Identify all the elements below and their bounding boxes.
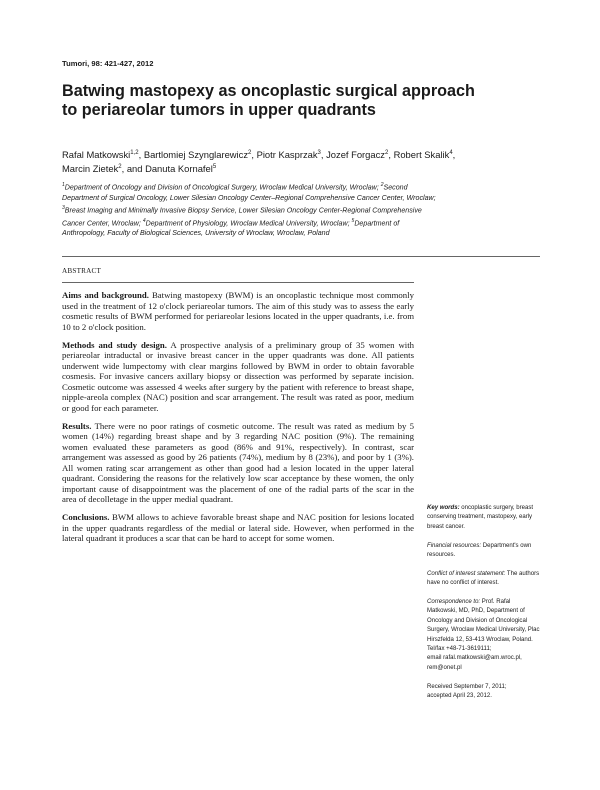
conflict-of-interest bbox=[427, 570, 541, 589]
affiliation-text: Second Department of Surgical Oncology, Lower Silesian Oncology Center–Regional Comprehensive Cancer Center, Wroclaw; bbox=[62, 183, 436, 202]
financial-resources bbox=[427, 542, 541, 561]
author-separator: , and bbox=[121, 163, 146, 175]
financial-label: Financial resources: bbox=[427, 542, 482, 549]
affiliation-mark: 5 bbox=[351, 217, 355, 224]
abstract-conclusions bbox=[62, 512, 414, 544]
author-list bbox=[62, 147, 462, 176]
section-heading: Aims and background. bbox=[62, 290, 149, 300]
author-name: Danuta Kornafel bbox=[145, 163, 213, 175]
author-affiliation-mark: 4 bbox=[449, 150, 453, 156]
abstract-methods bbox=[62, 340, 414, 414]
dates bbox=[427, 683, 541, 702]
divider bbox=[62, 256, 540, 257]
affiliation-text: Department of Physiology, Wroclaw Medical University, Wroclaw; bbox=[145, 218, 352, 227]
section-text: A prospective analysis of a preliminary group of 35 women with periareolar intraductal or invasive breast cancer in the upper quadrants was done. All patients underwent wide lumpectomy with clear margins followed by BWM in order to obtain favorable cosmesis. For invasive cancers axillary biopsy or dissection was performed by separate incision. Cosmetic outcome was assessed 4 weeks after surgery by the patient with reference to breast shape, nipple-areola complex (NAC) position and scar arrangement. The result was rated as poor, medium or good for each parameter. bbox=[62, 339, 415, 413]
author-affiliation-mark: 1,2 bbox=[130, 150, 139, 156]
author-separator: , bbox=[251, 149, 257, 161]
telfax: Tel/fax +48-71-3619111; bbox=[427, 646, 492, 653]
keywords-text: oncoplastic surgery, breast conserving treatment, mastopexy, early breast cancer. bbox=[427, 505, 534, 530]
abstract-body bbox=[62, 290, 414, 551]
keywords bbox=[427, 504, 541, 532]
affiliation-text: Department of Anthropology, Faculty of Biological Sciences, University of Wroclaw, Wroclaw, Poland bbox=[62, 218, 400, 238]
section-text: Batwing mastopexy (BWM) is an oncoplastic technique most commonly used in the treatment of 12 o'clock periareolar tumors. The aim of this study was to assess the early cosmetic results of BWM performed for periareolar lesions located in the upper quadrants, i.e. from 10 to 2 o'clock position. bbox=[62, 290, 414, 332]
author-separator: , bbox=[320, 149, 327, 161]
abstract-results bbox=[62, 421, 414, 505]
correspondence-label: Correspondence to: bbox=[427, 599, 481, 606]
section-heading: Conclusions. bbox=[62, 512, 110, 522]
journal-citation: Tumori, 98: 421-427, 2012 bbox=[62, 59, 154, 68]
author-name: Bartlomiej Szynglarewicz bbox=[143, 149, 249, 161]
conflict-label: Conflict of interest statement: bbox=[427, 570, 506, 577]
author-affiliation-mark: 3 bbox=[317, 150, 321, 156]
article-title: Batwing mastopexy as oncoplastic surgical approach to periareolar tumors in upper quadrants bbox=[62, 82, 475, 119]
section-text: There were no poor ratings of cosmetic outcome. The result was rated as medium by 5 women (14%) regarding breast shape and by 3 regarding NAC position (9%). The remaining women evaluated these parameters as good (86% and 91%, respectively). In contrast, scar arrangement was assessed as good by 26 patients (74%), medium by 8 (23%), and poor by 1 (3%). All women rating scar arrangement as other than good had a lesion located in the upper lateral quadrant. Considering the reasons for the relatively low scar acceptance by these women, the only important cause of disappointment was the placement of one of the radial parts of the scar in the area of decolletage in the upper medial quadrant. bbox=[62, 420, 414, 504]
received-date: Received September 7, 2011; bbox=[427, 683, 507, 690]
conflict-text: The authors have no conflict of interest. bbox=[427, 570, 540, 587]
author-affiliation-mark: 2 bbox=[248, 150, 252, 156]
author-name: Marcin Zietek bbox=[62, 163, 119, 175]
affiliation-mark: 2 bbox=[380, 182, 384, 188]
accepted-date: accepted April 23, 2012. bbox=[427, 693, 492, 700]
abstract-aims bbox=[62, 290, 414, 332]
affiliation-text: Department of Oncology and Division of Oncological Surgery, Wroclaw Medical University, Wroclaw; bbox=[64, 183, 381, 192]
author-name: Piotr Kasprzak bbox=[256, 149, 318, 161]
affiliation-mark: 4 bbox=[142, 217, 146, 224]
correspondence-text: Prof. Rafal Matkowski, MD, PhD, Department of Oncology and Division of Oncological Surgery, Wroclaw Medical University, Plac Hirszfelda 12, 53-413 Wroclaw, Poland. bbox=[427, 599, 540, 643]
keywords-label: Key words: bbox=[427, 505, 460, 511]
affiliation-mark: 1 bbox=[62, 182, 65, 188]
section-text: BWM allows to achieve favorable breast shape and NAC position for lesions located in the upper quadrants regardless of the medial or lateral side. However, when performed in the lateral quadrant it produces a scar that can be hard to accept for some women. bbox=[62, 512, 414, 543]
author-affiliation-mark: 5 bbox=[212, 164, 217, 171]
abstract-label: ABSTRACT bbox=[62, 267, 102, 275]
financial-text: Department's own resources. bbox=[427, 542, 532, 559]
author-separator: , bbox=[452, 149, 456, 161]
affiliations bbox=[62, 180, 442, 239]
correspondence bbox=[427, 598, 541, 673]
author-affiliation-mark: 2 bbox=[385, 150, 389, 156]
article-sidebar bbox=[427, 504, 541, 711]
email: email rafal.matkowski@am.wroc.pl, rem@onet.pl bbox=[427, 655, 522, 671]
section-heading: Methods and study design. bbox=[62, 339, 167, 350]
author-separator: , bbox=[138, 149, 144, 161]
section-heading: Results. bbox=[62, 420, 92, 431]
affiliation-text: Breast Imaging and Minimally Invasive Biopsy Service, Lower Silesian Oncology Center-Regional Comprehensive Cancer Center, Wroclaw; bbox=[62, 206, 422, 227]
affiliation-mark: 3 bbox=[62, 204, 65, 211]
author-name: Rafal Matkowski bbox=[62, 149, 131, 161]
divider bbox=[62, 282, 414, 283]
author-affiliation-mark: 2 bbox=[118, 164, 122, 171]
author-name: Robert Skalik bbox=[393, 149, 450, 161]
author-separator: , bbox=[388, 149, 394, 161]
author-name: Jozef Forgacz bbox=[326, 149, 385, 161]
